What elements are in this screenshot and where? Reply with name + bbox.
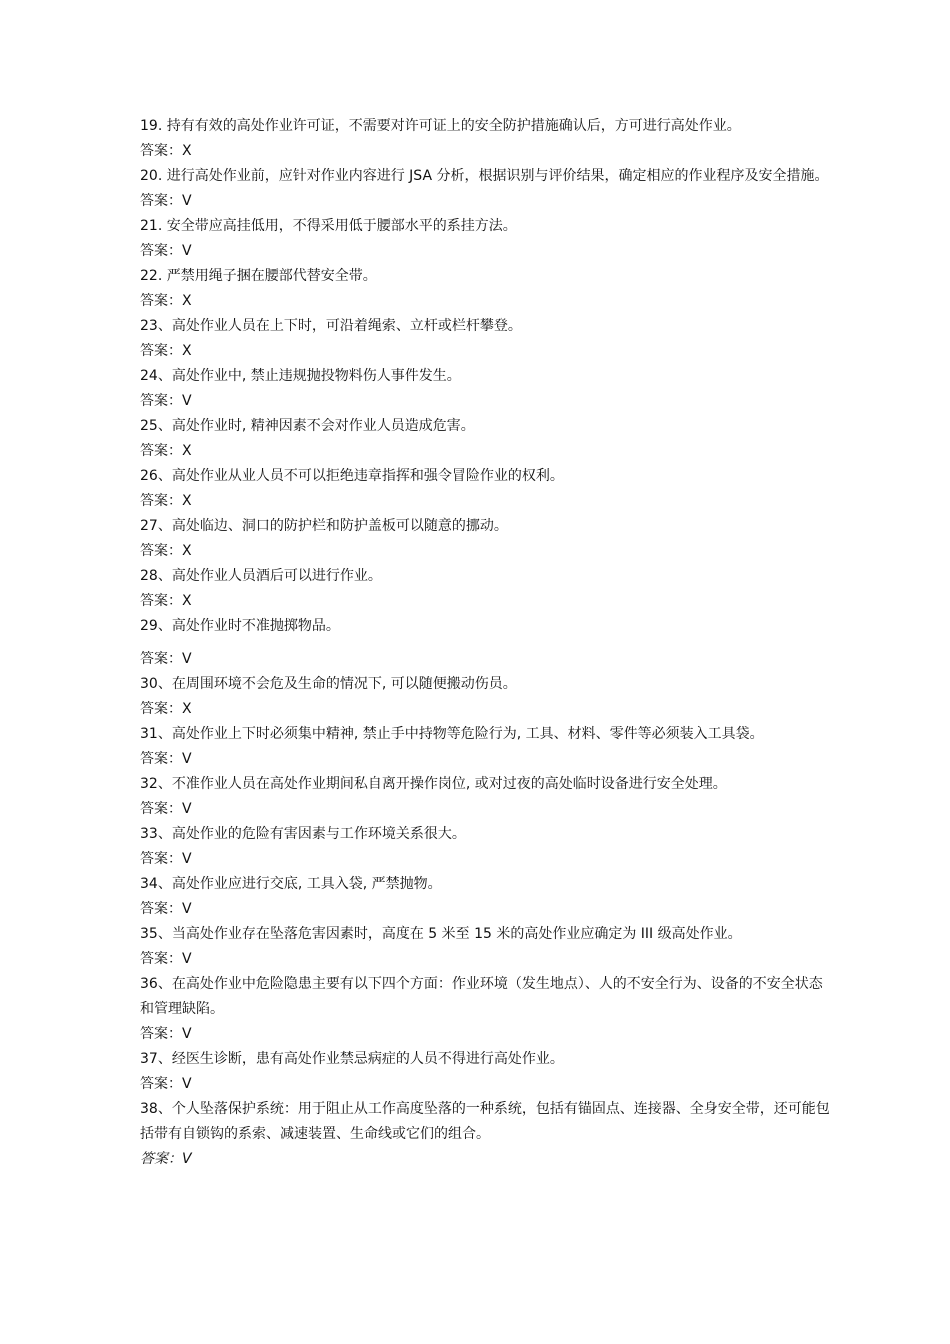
question-25: 25、高处作业时, 精神因素不会对作业人员造成危害。 — [140, 418, 475, 434]
question-21: 21. 安全带应高挂低用，不得采用低于腰部水平的系挂方法。 — [140, 218, 517, 234]
question-32: 32、不准作业人员在高处作业期间私自离开操作岗位, 或对过夜的高处临时设备进行安全处理。 — [140, 776, 727, 792]
question-27: 27、高处临边、洞口的防护栏和防护盖板可以随意的挪动。 — [140, 518, 508, 534]
answer-32: 答案：V — [140, 801, 192, 817]
question-28: 28、高处作业人员酒后可以进行作业。 — [140, 568, 382, 584]
answer-29: 答案：V — [140, 651, 192, 667]
question-22: 22. 严禁用绳子捆在腰部代替安全带。 — [140, 268, 377, 284]
answer-25: 答案：X — [140, 443, 192, 459]
answer-22: 答案：X — [140, 293, 192, 309]
spacer — [140, 639, 830, 647]
answer-27: 答案：X — [140, 543, 192, 559]
answer-30: 答案：X — [140, 701, 192, 717]
answer-31: 答案：V — [140, 751, 192, 767]
answer-23: 答案：X — [140, 343, 192, 359]
question-24: 24、高处作业中, 禁止违规抛投物料伤人事件发生。 — [140, 368, 461, 384]
question-34: 34、高处作业应进行交底, 工具入袋, 严禁抛物。 — [140, 876, 442, 892]
question-30: 30、在周围环境不会危及生命的情况下, 可以随便搬动伤员。 — [140, 676, 517, 692]
question-31: 31、高处作业上下时必须集中精神, 禁止手中持物等危险行为, 工具、材料、零件等必须装入工具袋。 — [140, 726, 764, 742]
answer-35: 答案：V — [140, 951, 192, 967]
question-list — [140, 114, 830, 1172]
question-26: 26、高处作业从业人员不可以拒绝违章指挥和强令冒险作业的权利。 — [140, 468, 564, 484]
answer-26: 答案：X — [140, 493, 192, 509]
answer-37: 答案：V — [140, 1076, 192, 1092]
question-37: 37、经医生诊断，患有高处作业禁忌病症的人员不得进行高处作业。 — [140, 1051, 564, 1067]
question-35: 35、当高处作业存在坠落危害因素时，高度在 5 米至 15 米的高处作业应确定为 III 级高处作业。 — [140, 926, 742, 942]
answer-21: 答案：V — [140, 243, 192, 259]
question-20: 20. 进行高处作业前，应针对作业内容进行 JSA 分析，根据识别与评价结果，确定相应的作业程序及安全措施。 — [140, 168, 829, 184]
question-33: 33、高处作业的危险有害因素与工作环境关系很大。 — [140, 826, 466, 842]
question-19: 19. 持有有效的高处作业许可证，不需要对许可证上的安全防护措施确认后，方可进行高处作业。 — [140, 118, 741, 134]
answer-20: 答案：V — [140, 193, 192, 209]
answer-34: 答案：V — [140, 901, 192, 917]
answer-24: 答案：V — [140, 393, 192, 409]
question-29: 29、高处作业时不准抛掷物品。 — [140, 618, 340, 634]
question-36: 36、在高处作业中危险隐患主要有以下四个方面：作业环境（发生地点）、人的不安全行为、设备的不安全状态和管理缺陷。 — [140, 976, 823, 1017]
question-23: 23、高处作业人员在上下时，可沿着绳索、立杆或栏杆攀登。 — [140, 318, 522, 334]
answer-28: 答案：X — [140, 593, 192, 609]
answer-36: 答案：V — [140, 1026, 192, 1042]
answer-19: 答案：X — [140, 143, 192, 159]
answer-38: 答案：V — [140, 1151, 192, 1167]
question-38: 38、个人坠落保护系统：用于阻止从工作高度坠落的一种系统，包括有锚固点、连接器、全身安全带，还可能包括带有自锁钩的系索、减速装置、生命线或它们的组合。 — [140, 1101, 830, 1142]
answer-33: 答案：V — [140, 851, 192, 867]
